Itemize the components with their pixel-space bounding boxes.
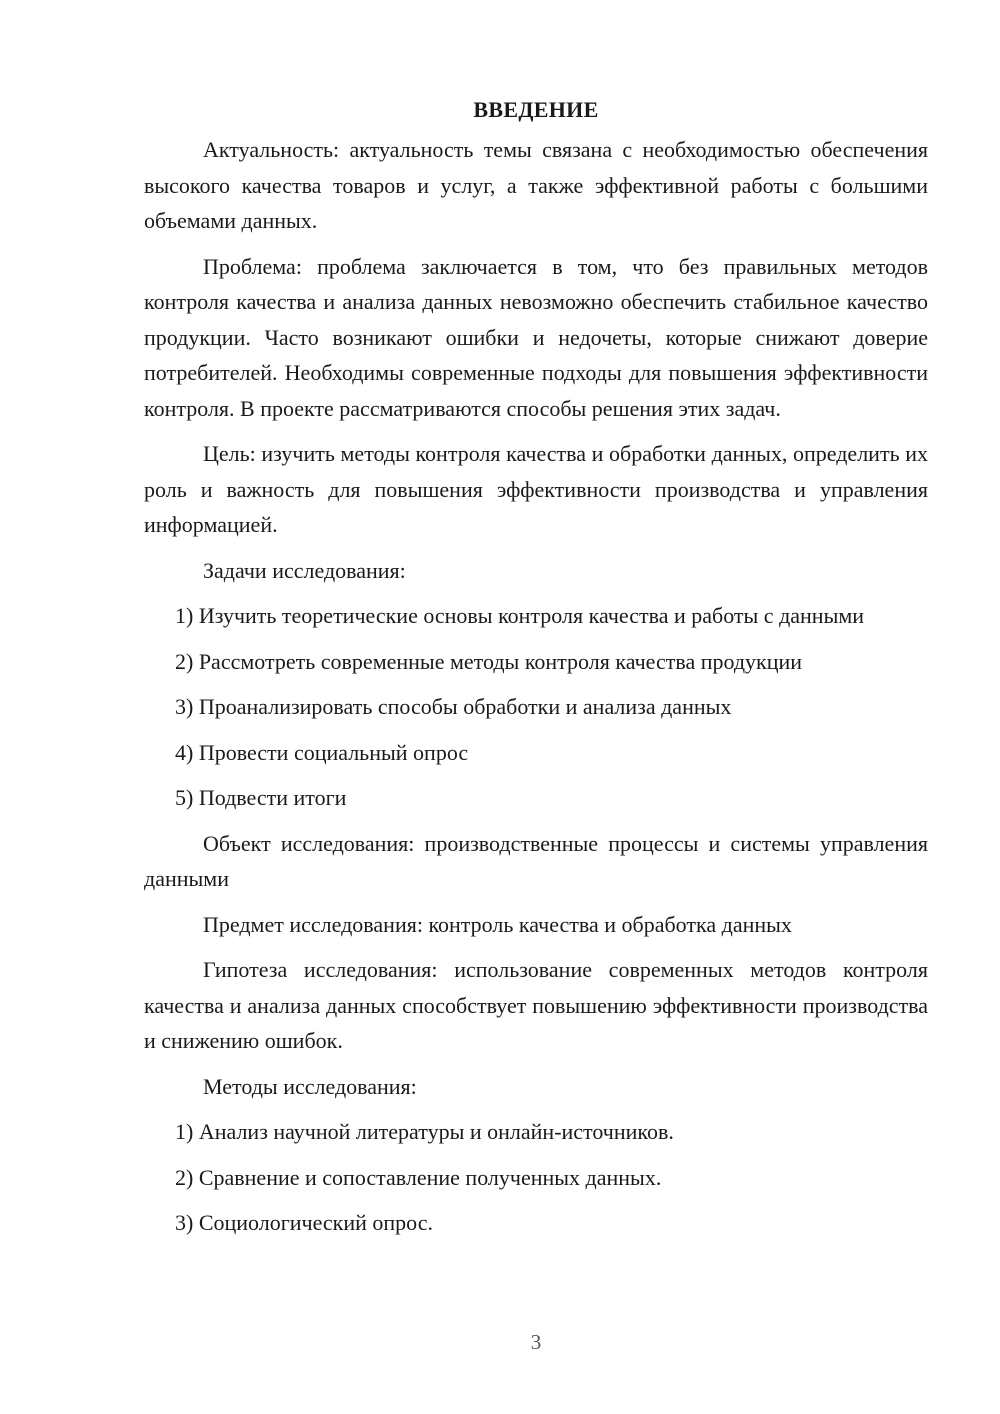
relevance-paragraph: Актуальность: актуальность темы связана с необходимостью обеспечения высокого качества товаров и услуг, а также эффективной работы с большими объемами данных. [144,137,928,233]
method-item: 1) Анализ научной литературы и онлайн-источников. [175,1119,674,1144]
document-page [144,92,928,1251]
tasks-heading: Задачи исследования: [203,557,406,583]
subject-paragraph: Предмет исследования: контроль качества и обработка данных [203,911,792,937]
method-item: 2) Сравнение и сопоставление полученных данных. [175,1164,662,1190]
task-item: 3) Проанализировать способы обработки и анализа данных [175,694,732,719]
page-number: 3 [530,1330,542,1354]
methods-heading: Методы исследования: [203,1073,417,1099]
problem-paragraph: Проблема: проблема заключается в том, что без правильных методов контроля качества и анализа данных невозможно обеспечить стабильное качество продукции. Часто возникают ошибки и недочеты, которые снижают доверие потребителей. Необходимы современные подходы для повышения эффективности контроля. В проекте рассматриваются способы решения этих задач. [144,253,928,421]
task-item: 5) Подвести итоги [175,785,347,810]
page-heading: ВВЕДЕНИЕ [473,97,599,122]
goal-paragraph: Цель: изучить методы контроля качества и обработки данных, определить их роль и важность для повышения эффективности производства и управления информацией. [144,441,928,537]
task-item: 1) Изучить теоретические основы контроля качества и работы с данными [175,603,865,628]
task-item: 4) Провести социальный опрос [175,739,469,765]
object-paragraph: Объект исследования: производственные процессы и системы управления данными [144,830,928,891]
hypothesis-paragraph: Гипотеза исследования: использование современных методов контроля качества и анализа данных способствует повышению эффективности производства и снижению ошибок. [144,957,928,1053]
task-item: 2) Рассмотреть современные методы контроля качества продукции [175,648,803,674]
method-item: 3) Социологический опрос. [175,1210,433,1235]
